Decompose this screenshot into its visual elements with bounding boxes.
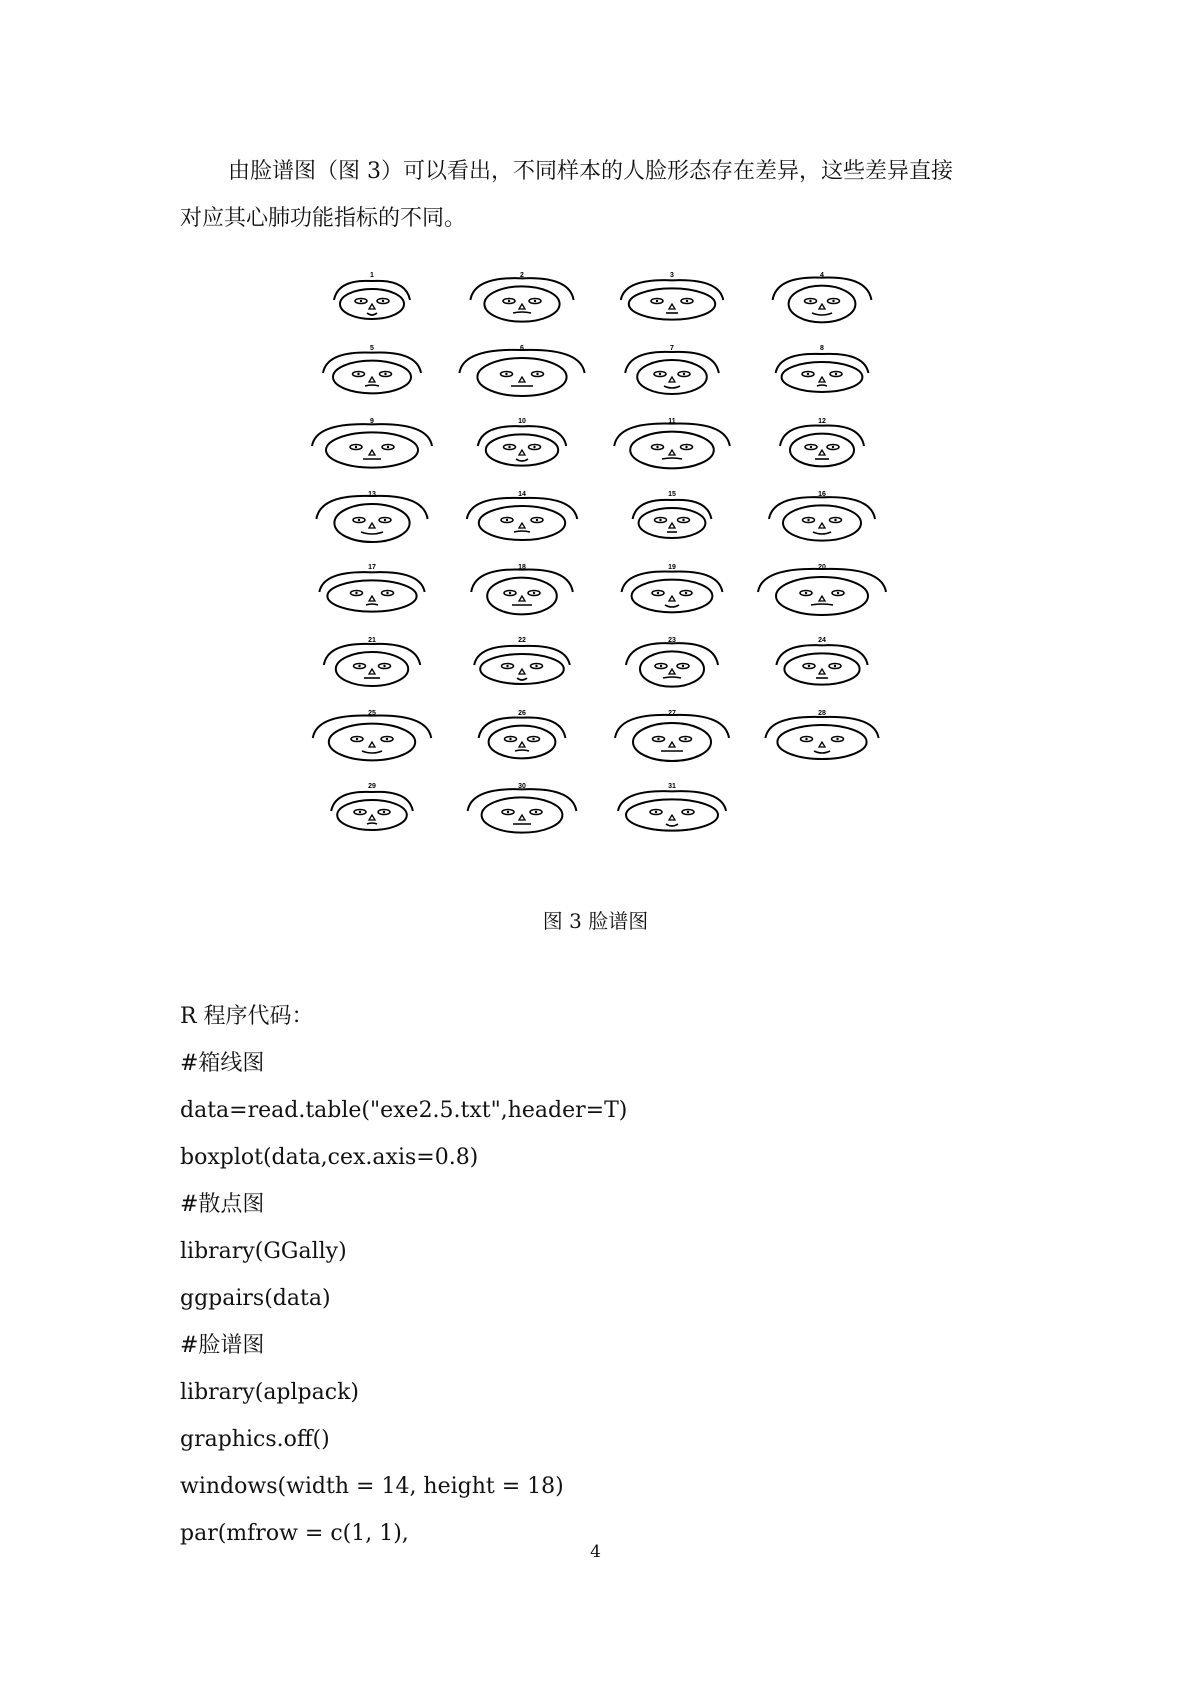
face-label: 8 (820, 345, 824, 352)
face-23 (626, 637, 718, 687)
face-26 (479, 710, 566, 758)
mouth (812, 313, 832, 315)
left-pupil (657, 592, 659, 594)
hair-outline (331, 792, 413, 811)
right-pupil (536, 519, 538, 521)
mouth (365, 385, 379, 386)
face-6 (459, 345, 584, 396)
nose (519, 304, 525, 309)
left-pupil (807, 373, 809, 375)
face-label: 5 (370, 345, 374, 352)
face-label: 3 (670, 272, 674, 279)
face-9 (312, 418, 432, 468)
hair-outline (334, 281, 410, 300)
nose (369, 669, 375, 674)
left-pupil (809, 300, 811, 302)
nose (669, 523, 675, 528)
face-label: 20 (818, 564, 826, 571)
face-31 (618, 783, 726, 831)
right-pupil (682, 665, 684, 667)
face-17 (319, 564, 424, 612)
left-pupil (359, 811, 361, 813)
right-pupil (535, 665, 537, 667)
mouth (516, 459, 528, 461)
mouth (666, 824, 678, 826)
face-label: 6 (520, 345, 524, 352)
right-pupil (687, 811, 689, 813)
nose (669, 742, 675, 747)
face-label: 11 (668, 418, 676, 425)
face-20 (758, 564, 886, 615)
face-label: 22 (518, 637, 526, 644)
mouth (367, 313, 377, 315)
right-pupil (383, 811, 385, 813)
code-listing (180, 993, 627, 1557)
face-5 (323, 345, 421, 393)
right-pupil (533, 446, 535, 448)
nose (369, 596, 375, 601)
face-label: 14 (518, 491, 526, 498)
nose (819, 596, 825, 601)
left-pupil (659, 373, 661, 375)
nose (819, 450, 825, 455)
face-8 (776, 345, 869, 392)
face-22 (474, 637, 570, 684)
mouth (664, 386, 680, 388)
face-label: 30 (518, 783, 526, 790)
face-label: 29 (368, 783, 376, 790)
code-line: windows(width = 14, height = 18) (180, 1474, 564, 1499)
right-pupil (535, 811, 537, 813)
right-pupil (386, 738, 388, 740)
right-pupil (837, 592, 839, 594)
mouth (665, 605, 679, 607)
right-pupil (836, 738, 838, 740)
hair-outline (776, 645, 867, 665)
nose (669, 450, 675, 455)
nose (369, 742, 375, 747)
hair-outline (471, 570, 573, 592)
left-pupil (656, 300, 658, 302)
mouth (362, 751, 382, 753)
face-27 (615, 710, 729, 761)
nose (369, 304, 375, 309)
nose (519, 596, 525, 601)
code-line: #散点图 (180, 1192, 265, 1217)
nose (519, 450, 525, 455)
face-label: 28 (818, 710, 826, 717)
face-label: 4 (820, 272, 824, 279)
face-7 (625, 345, 719, 394)
nose (819, 304, 825, 309)
mouth (361, 532, 383, 534)
right-pupil (384, 519, 386, 521)
code-line: boxplot(data,cex.axis=0.8) (180, 1145, 479, 1170)
mouth (514, 531, 530, 532)
left-pupil (660, 665, 662, 667)
face-16 (769, 491, 875, 541)
left-pupil (506, 665, 508, 667)
face-10 (478, 418, 566, 466)
mouth (366, 604, 378, 605)
mouth (814, 751, 830, 753)
face-label: 13 (368, 491, 376, 498)
left-pupil (507, 811, 509, 813)
code-line: data=read.table("exe2.5.txt",header=T) (180, 1098, 628, 1123)
hair-outline (474, 646, 570, 665)
face-label: 17 (368, 564, 376, 571)
code-heading: R 程序代码： (180, 1004, 314, 1029)
right-pupil (532, 738, 534, 740)
left-pupil (360, 300, 362, 302)
face-label: 18 (518, 564, 526, 571)
hair-outline (758, 569, 886, 592)
nose (369, 377, 375, 382)
nose (819, 742, 825, 747)
face-21 (324, 637, 420, 686)
right-pupil (832, 446, 834, 448)
nose (519, 523, 525, 528)
hair-outline (319, 572, 424, 592)
face-29 (331, 783, 413, 830)
left-pupil (505, 373, 507, 375)
figure-caption: 图 3 脸谱图 (542, 909, 649, 933)
left-pupil (355, 446, 357, 448)
left-pupil (808, 665, 810, 667)
face-1 (334, 272, 410, 319)
face-label: 21 (368, 637, 376, 644)
face-label: 16 (818, 491, 826, 498)
code-line: graphics.off() (180, 1427, 330, 1452)
right-pupil (684, 738, 686, 740)
face-label: 31 (668, 783, 676, 790)
intro-paragraph (180, 148, 1020, 195)
hair-outline (470, 278, 573, 300)
face-label: 10 (518, 418, 526, 425)
face-label: 2 (520, 272, 524, 279)
right-pupil (834, 519, 836, 521)
mouth (513, 312, 531, 313)
face-19 (622, 564, 723, 612)
right-pupil (536, 373, 538, 375)
face-13 (316, 491, 427, 542)
face-label: 19 (668, 564, 676, 571)
hair-outline (633, 500, 712, 519)
nose (669, 596, 675, 601)
right-pupil (386, 592, 388, 594)
left-pupil (509, 592, 511, 594)
face-label: 27 (668, 710, 676, 717)
right-pupil (387, 446, 389, 448)
left-pupil (659, 519, 661, 521)
left-pupil (805, 592, 807, 594)
nose (819, 669, 825, 674)
nose (519, 669, 525, 674)
left-pupil (810, 446, 812, 448)
nose (669, 304, 675, 309)
left-pupil (805, 738, 807, 740)
face-18 (471, 564, 573, 614)
left-pupil (807, 519, 809, 521)
left-pupil (358, 519, 360, 521)
face-25 (313, 710, 431, 760)
left-pupil (355, 592, 357, 594)
face-11 (614, 418, 730, 468)
intro-paragraph-continued (180, 195, 1020, 242)
right-pupil (383, 665, 385, 667)
left-pupil (508, 300, 510, 302)
nose (669, 815, 675, 820)
hair-outline (773, 278, 872, 300)
hair-outline (626, 643, 718, 665)
face-label: 24 (818, 637, 826, 644)
right-pupil (682, 519, 684, 521)
right-pupil (686, 300, 688, 302)
left-pupil (358, 665, 360, 667)
mouth (367, 823, 377, 824)
mouth (515, 750, 529, 751)
right-pupil (382, 300, 384, 302)
paragraph-line-1: 由脸谱图（图 3）可以看出，不同样本的人脸形态存在差异，这些差异直接 (228, 159, 953, 184)
face-label: 1 (370, 272, 374, 279)
face-label: 7 (670, 345, 674, 352)
nose (819, 377, 825, 382)
left-pupil (506, 519, 508, 521)
nose (669, 669, 675, 674)
left-pupil (656, 446, 658, 448)
right-pupil (533, 592, 535, 594)
face-14 (467, 491, 577, 540)
face-15 (633, 491, 712, 538)
nose (519, 815, 525, 820)
mouth (662, 458, 682, 459)
mouth (817, 385, 827, 386)
hair-outline (459, 350, 584, 373)
hair-outline (614, 424, 730, 446)
left-pupil (509, 738, 511, 740)
face-label: 26 (518, 710, 526, 717)
right-pupil (685, 592, 687, 594)
hair-outline (618, 791, 726, 811)
right-pupil (685, 446, 687, 448)
nose (669, 377, 675, 382)
paragraph-line-2: 对应其心肺功能指标的不同。 (180, 206, 467, 231)
left-pupil (657, 738, 659, 740)
face-3 (621, 272, 723, 320)
code-line: par(mfrow = c(1, 1), (180, 1521, 409, 1546)
face-24 (776, 637, 867, 685)
page-number: 4 (590, 1542, 601, 1562)
hair-outline (776, 354, 869, 373)
code-line: library(aplpack) (180, 1380, 359, 1405)
hair-outline (621, 280, 723, 300)
code-line: #脸谱图 (180, 1333, 265, 1358)
face-label: 23 (668, 637, 676, 644)
face-30 (468, 783, 577, 833)
face-28 (765, 710, 878, 759)
right-pupil (534, 300, 536, 302)
hair-outline (316, 496, 427, 519)
mouth (663, 677, 681, 678)
mouth (813, 532, 831, 534)
face-label: 12 (818, 418, 826, 425)
nose (369, 450, 375, 455)
right-pupil (835, 373, 837, 375)
code-line: #箱线图 (180, 1051, 265, 1076)
left-pupil (655, 811, 657, 813)
left-pupil (508, 446, 510, 448)
code-line: library(GGally) (180, 1239, 347, 1264)
face-chart (300, 268, 900, 848)
nose (369, 815, 375, 820)
hair-outline (769, 497, 875, 519)
left-pupil (357, 373, 359, 375)
mouth (517, 678, 527, 680)
right-pupil (384, 373, 386, 375)
code-line: ggpairs(data) (180, 1286, 331, 1311)
right-pupil (832, 300, 834, 302)
mouth (811, 604, 833, 605)
hair-outline (313, 716, 431, 738)
face-label: 25 (368, 710, 376, 717)
face-4 (773, 272, 872, 322)
nose (819, 523, 825, 528)
face-2 (470, 272, 573, 322)
left-pupil (356, 738, 358, 740)
face-label: 9 (370, 418, 374, 425)
nose (369, 523, 375, 528)
right-pupil (834, 665, 836, 667)
face-12 (780, 418, 864, 466)
nose (519, 377, 525, 382)
nose (519, 742, 525, 747)
face-label: 15 (668, 491, 676, 498)
hair-outline (615, 715, 729, 738)
right-pupil (683, 373, 685, 375)
